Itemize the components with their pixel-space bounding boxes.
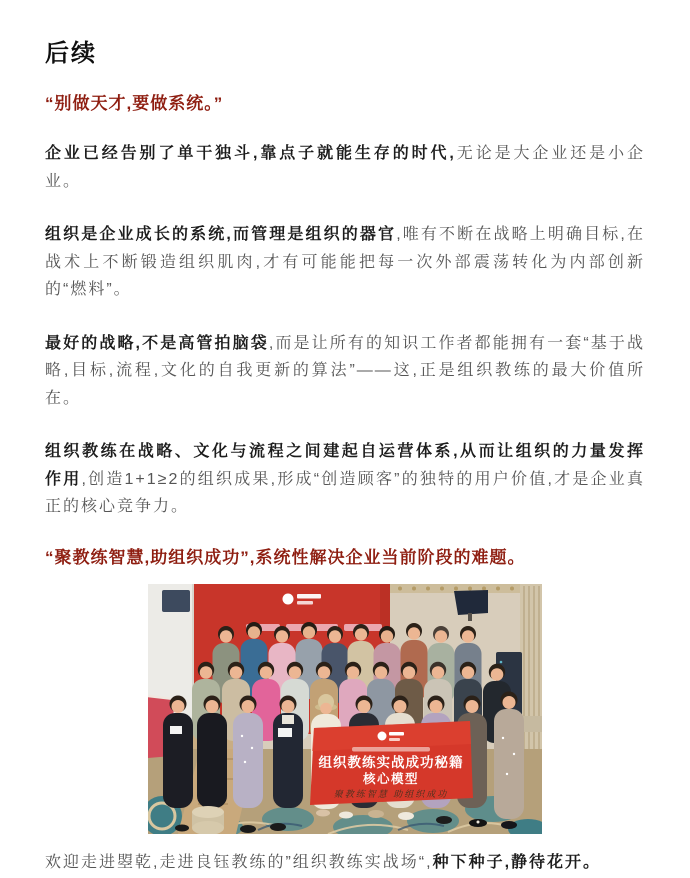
paragraph-3 xyxy=(45,330,645,413)
banner-subtitle: 核心模型 xyxy=(362,771,420,786)
group-photo[interactable] xyxy=(148,584,542,834)
banner-small-text-blur xyxy=(352,747,430,752)
wall-vent xyxy=(162,590,190,612)
paragraph-2-bold: 组织是企业成长的系统,而管理是组织的器官 xyxy=(45,226,397,243)
speaker-box xyxy=(454,590,488,615)
article-heading: 后续 xyxy=(45,40,97,67)
closing-bold: 种下种子,静待花开。 xyxy=(432,853,602,871)
paragraph-4-regular: ,创造1+1≥2的组织成果,形成“创造顾客”的独特的用户价值,才是企业真正的核心竞争力。 xyxy=(45,470,645,515)
paragraph-2-regular: ,唯有不断在战略上明确目标,在战术上不断锻造组织肌肉,才有可能能把每一次外部震荡转化为内部创新的“燃料”。 xyxy=(45,226,645,298)
closing-regular: 欢迎走进曌乾,走进良钰教练的”组织教练实战场“, xyxy=(45,853,433,871)
paragraph-3-regular: ,而是让所有的知识工作者都能拥有一套“基于战略,目标,流程,文化的自我更新的算法”——这,正是组织教练的最大价值所在。 xyxy=(45,334,645,407)
stool xyxy=(192,806,224,834)
quote-top: “别做天才,要做系统。” xyxy=(45,94,224,113)
banner-title: 组织教练实战成功秘籍 xyxy=(318,754,464,770)
photo-banner xyxy=(310,721,473,805)
banner-script: 聚教练智慧 助组织成功 xyxy=(333,788,449,799)
paragraph-4 xyxy=(45,438,645,521)
paragraph-4-bold: 组织教练在战略、文化与流程之间建起自运营体系,从而让组织的力量发挥作用 xyxy=(45,443,645,488)
paragraph-3-bold: 最好的战略,不是高管拍脑袋 xyxy=(45,334,269,352)
paragraph-2 xyxy=(45,221,645,304)
closing-paragraph xyxy=(45,849,645,877)
banner-logo-icon xyxy=(378,731,387,740)
group-photo-illustration xyxy=(148,584,542,834)
paragraph-1 xyxy=(45,140,645,195)
paragraph-1-regular: 无论是大企业还是小企业。 xyxy=(45,145,645,190)
paragraph-1-bold: 企业已经告别了单干独斗,靠点子就能生存的时代, xyxy=(45,145,456,162)
quote-bottom: “聚教练智慧,助组织成功”,系统性解决企业当前阶段的难题。 xyxy=(45,547,526,567)
